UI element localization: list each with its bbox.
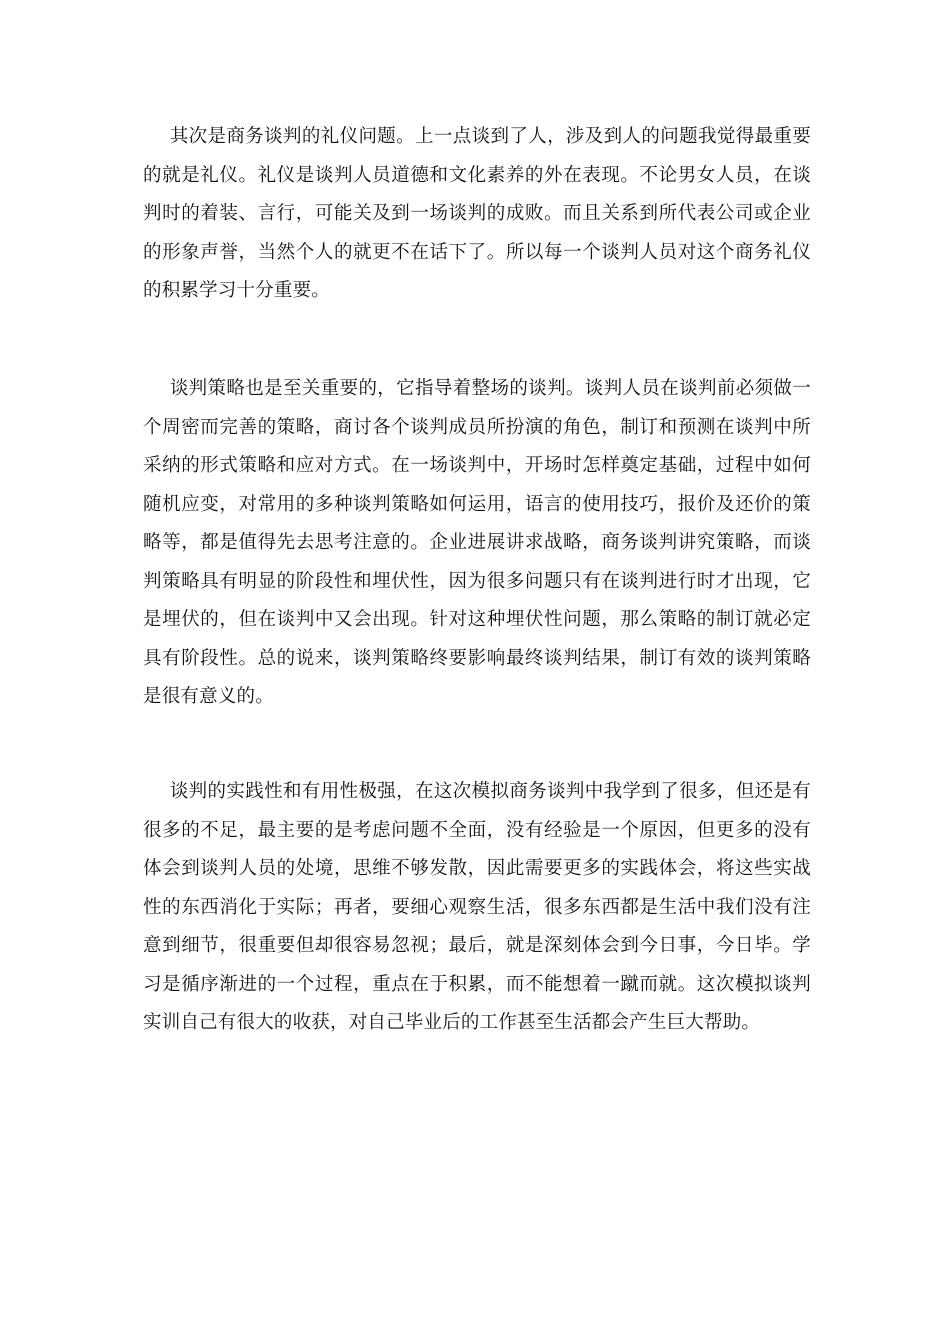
paragraph-etiquette: 其次是商务谈判的礼仪问题。上一点谈到了人，涉及到人的问题我觉得最重要的就是礼仪。礼仪是谈判人员道德和文化素养的外在表现。不论男女人员，在谈判时的着装、言行，可能关及到一场谈判的成败。而且关系到所代表公司或企业的形象声誉，当然个人的就更不在话下了。所以每一个谈判人员对这个商务礼仪的积累学习十分重要。 xyxy=(143,126,811,301)
paragraph-strategy: 谈判策略也是至关重要的，它指导着整场的谈判。谈判人员在谈判前必须做一个周密而完善的策略，商讨各个谈判成员所扮演的角色，制订和预测在谈判中所采纳的形式策略和应对方式。在一场谈判中，开场时怎样奠定基础，过程中如何随机应变，对常用的多种谈判策略如何运用，语言的使用技巧，报价及还价的策略等，都是值得先去思考注意的。企业进展讲求战略，商务谈判讲究策略，而谈判策略具有明显的阶段性和埋伏性，因为很多问题只有在谈判进行时才出现，它是埋伏的，但在谈判中又会出现。针对这种埋伏性问题，那么策略的制订就必定具有阶段性。总的说来，谈判策略终要影响最终谈判结果，制订有效的谈判策略是很有意义的。 xyxy=(143,378,811,707)
paragraph-practice: 谈判的实践性和有用性极强，在这次模拟商务谈判中我学到了很多，但还是有很多的不足，最主要的是考虑问题不全面，没有经验是一个原因，但更多的没有体会到谈判人员的处境，思维不够发散，因此需要更多的实践体会，将这些实战性的东西消化于实际；再者，要细心观察生活，很多东西都是生活中我们没有注意到细节，很重要但却很容易忽视；最后，就是深刻体会到今日事，今日毕。学习是循序渐进的一个过程，重点在于积累，而不能想着一蹴而就。这次模拟谈判实训自己有很大的收获，对自己毕业后的工作甚至生活都会产生巨大帮助。 xyxy=(143,781,811,1033)
